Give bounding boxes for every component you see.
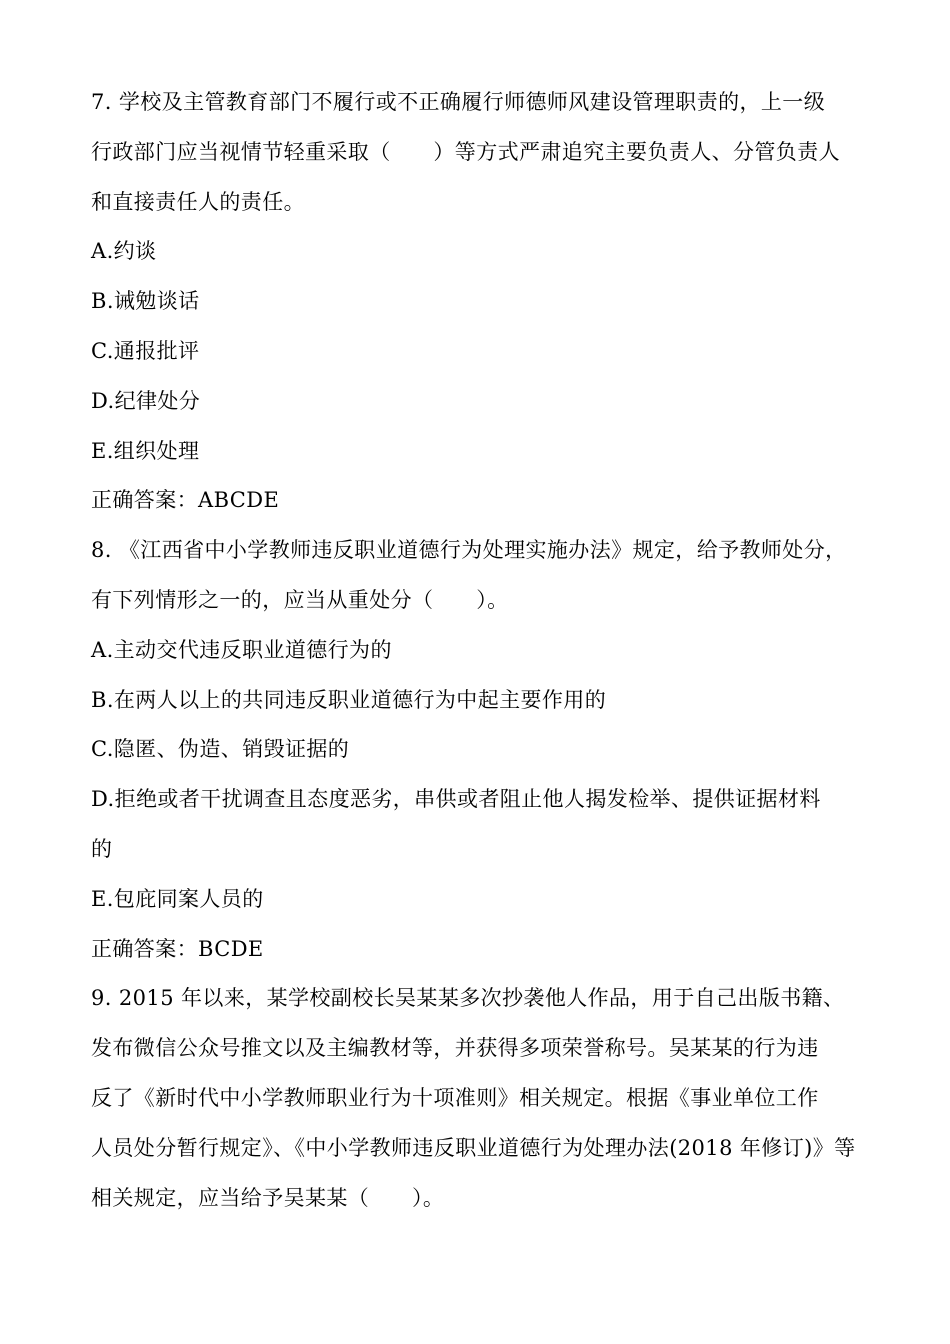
question-7-option-a: A.约谈: [91, 239, 157, 264]
question-7-option-d: D.纪律处分: [91, 388, 201, 413]
question-8-stem-line-1: 8. 《江西省中小学教师违反职业道德行为处理实施办法》规定，给予教师处分，: [91, 538, 847, 563]
question-8-option-e: E.包庇同案人员的: [91, 886, 264, 911]
question-8-option-b: B.在两人以上的共同违反职业道德行为中起主要作用的: [91, 687, 607, 712]
question-8: [91, 526, 871, 974]
question-8-option-a: A.主动交代违反职业道德行为的: [91, 637, 392, 662]
question-8-option-d-continued: 的: [91, 836, 113, 861]
question-9: [91, 974, 871, 1223]
question-7-stem-line-1: 7. 学校及主管教育部门不履行或不正确履行师德师风建设管理职责的，上一级: [91, 90, 826, 114]
question-7-option-c: C.通报批评: [91, 338, 200, 363]
question-7-stem-line-3: 和直接责任人的责任。: [91, 189, 305, 214]
question-7-option-e: E.组织处理: [91, 438, 200, 463]
question-8-answer: 正确答案：BCDE: [91, 936, 264, 961]
question-7-option-b: B.诫勉谈话: [91, 289, 200, 314]
document-page: [91, 78, 871, 1223]
question-9-stem-line-3: 反了《新时代中小学教师职业行为十项准则》相关规定。根据《事业单位工作: [91, 1085, 819, 1110]
question-9-stem-line-5: 相关规定，应当给予吴某某（ ）。: [91, 1185, 445, 1210]
question-9-stem-line-1: 9. 2015 年以来，某学校副校长吴某某多次抄袭他人作品，用于自己出版书籍、: [91, 986, 845, 1011]
question-8-stem-line-2: 有下列情形之一的，应当从重处分（ ）。: [91, 587, 509, 612]
question-7: [91, 78, 871, 526]
question-7-answer: 正确答案：ABCDE: [91, 488, 280, 513]
question-9-stem-line-2: 发布微信公众号推文以及主编教材等，并获得多项荣誉称号。吴某某的行为违: [91, 1036, 819, 1061]
question-8-option-c: C.隐匿、伪造、销毁证据的: [91, 737, 350, 762]
question-8-option-d: D.拒绝或者干扰调查且态度恶劣，串供或者阻止他人揭发检举、提供证据材料: [91, 787, 821, 812]
question-7-stem-line-2: 行政部门应当视情节轻重采取（ ）等方式严肃追究主要负责人、分管负责人: [91, 139, 840, 164]
question-9-stem-line-4: 人员处分暂行规定》、《中小学教师违反职业道德行为处理办法(2018 年修订)》等: [91, 1135, 856, 1160]
